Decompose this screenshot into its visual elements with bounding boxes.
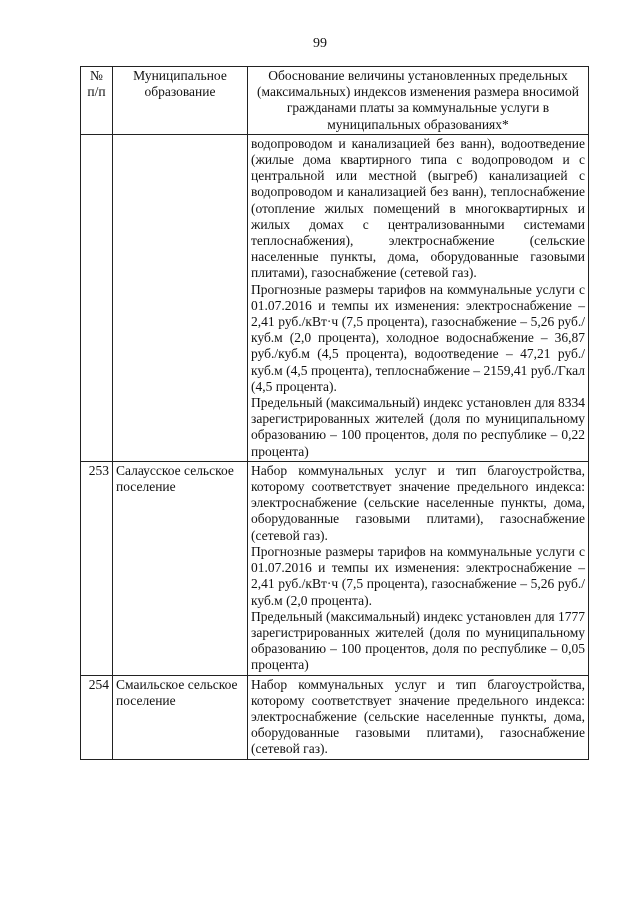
paragraph: Предельный (максимальный) индекс установлен для 1777 зарегистрированных жителей (доля по муниципальному образованию – 100 процентов, доля по республике – 0,05 процента) xyxy=(251,608,585,673)
row-municipality: Салаусское сельское поселение xyxy=(113,461,248,675)
row-municipality xyxy=(113,134,248,461)
row-justification xyxy=(248,675,589,759)
table-row xyxy=(81,134,589,461)
table-row xyxy=(81,461,589,675)
paragraph: Набор коммунальных услуг и тип благоустройства, которому соответствует значение предельного индекса: электроснабжение (сельские населенные пункты, дома, оборудованные газовыми плитами), газоснабжение (сетевой газ). xyxy=(251,676,585,757)
header-number: № п/п xyxy=(81,67,113,135)
paragraph: Прогнозные размеры тарифов на коммунальные услуги с 01.07.2016 и темпы их изменения: электроснабжение – 2,41 руб./кВт·ч (7,5 процента), газоснабжение – 5,26 руб./куб.м (2,0 процента). xyxy=(251,543,585,608)
header-justification: Обоснование величины установленных предельных (максимальных) индексов изменения размера вносимой гражданами платы за коммунальные услуги в муниципальных образованиях* xyxy=(248,67,589,135)
row-justification xyxy=(248,461,589,675)
table-header-row xyxy=(81,67,589,135)
table-row xyxy=(81,675,589,759)
paragraph: водопроводом и канализацией без ванн), водоотведение (жилые дома квартирного типа с водопроводом и с центральной или местной (выгреб) канализацией с водопроводом и канализацией без ванн), теплоснабжение (отопление жилых помещений в многоквартирных и жилых домах с централизованными системами теплоснабжения), электроснабжение (сельские населенные пункты, дома, оборудованные газовыми плитами), газоснабжение (сетевой газ). xyxy=(251,135,585,281)
row-number: 254 xyxy=(81,675,113,759)
row-number: 253 xyxy=(81,461,113,675)
justification-table xyxy=(80,66,589,760)
paragraph: Предельный (максимальный) индекс установлен для 8334 зарегистрированных жителей (доля по муниципальному образованию – 100 процентов, доля по республике – 0,22 процента) xyxy=(251,395,585,459)
row-municipality: Смаильское сельское поселение xyxy=(113,675,248,759)
paragraph: Набор коммунальных услуг и тип благоустройства, которому соответствует значение предельного индекса: электроснабжение (сельские населенные пункты, дома, оборудованные газовыми плитами), газоснабжение (сетевой газ). xyxy=(251,462,585,543)
row-number xyxy=(81,134,113,461)
page-number: 99 xyxy=(313,36,327,51)
row-justification xyxy=(248,134,589,461)
paragraph: Прогнозные размеры тарифов на коммунальные услуги с 01.07.2016 и темпы их изменения: электроснабжение – 2,41 руб./кВт·ч (7,5 процента), газоснабжение – 5,26 руб./куб.м (2,0 процента), холодное водоснабжение – 36,87 руб./куб.м (4,5 процента), водоотведение – 47,21 руб./куб.м (4,5 процента), теплоснабжение – 2159,41 руб./Гкал (4,5 процента). xyxy=(251,281,585,394)
header-municipality: Муниципальное образование xyxy=(113,67,248,135)
